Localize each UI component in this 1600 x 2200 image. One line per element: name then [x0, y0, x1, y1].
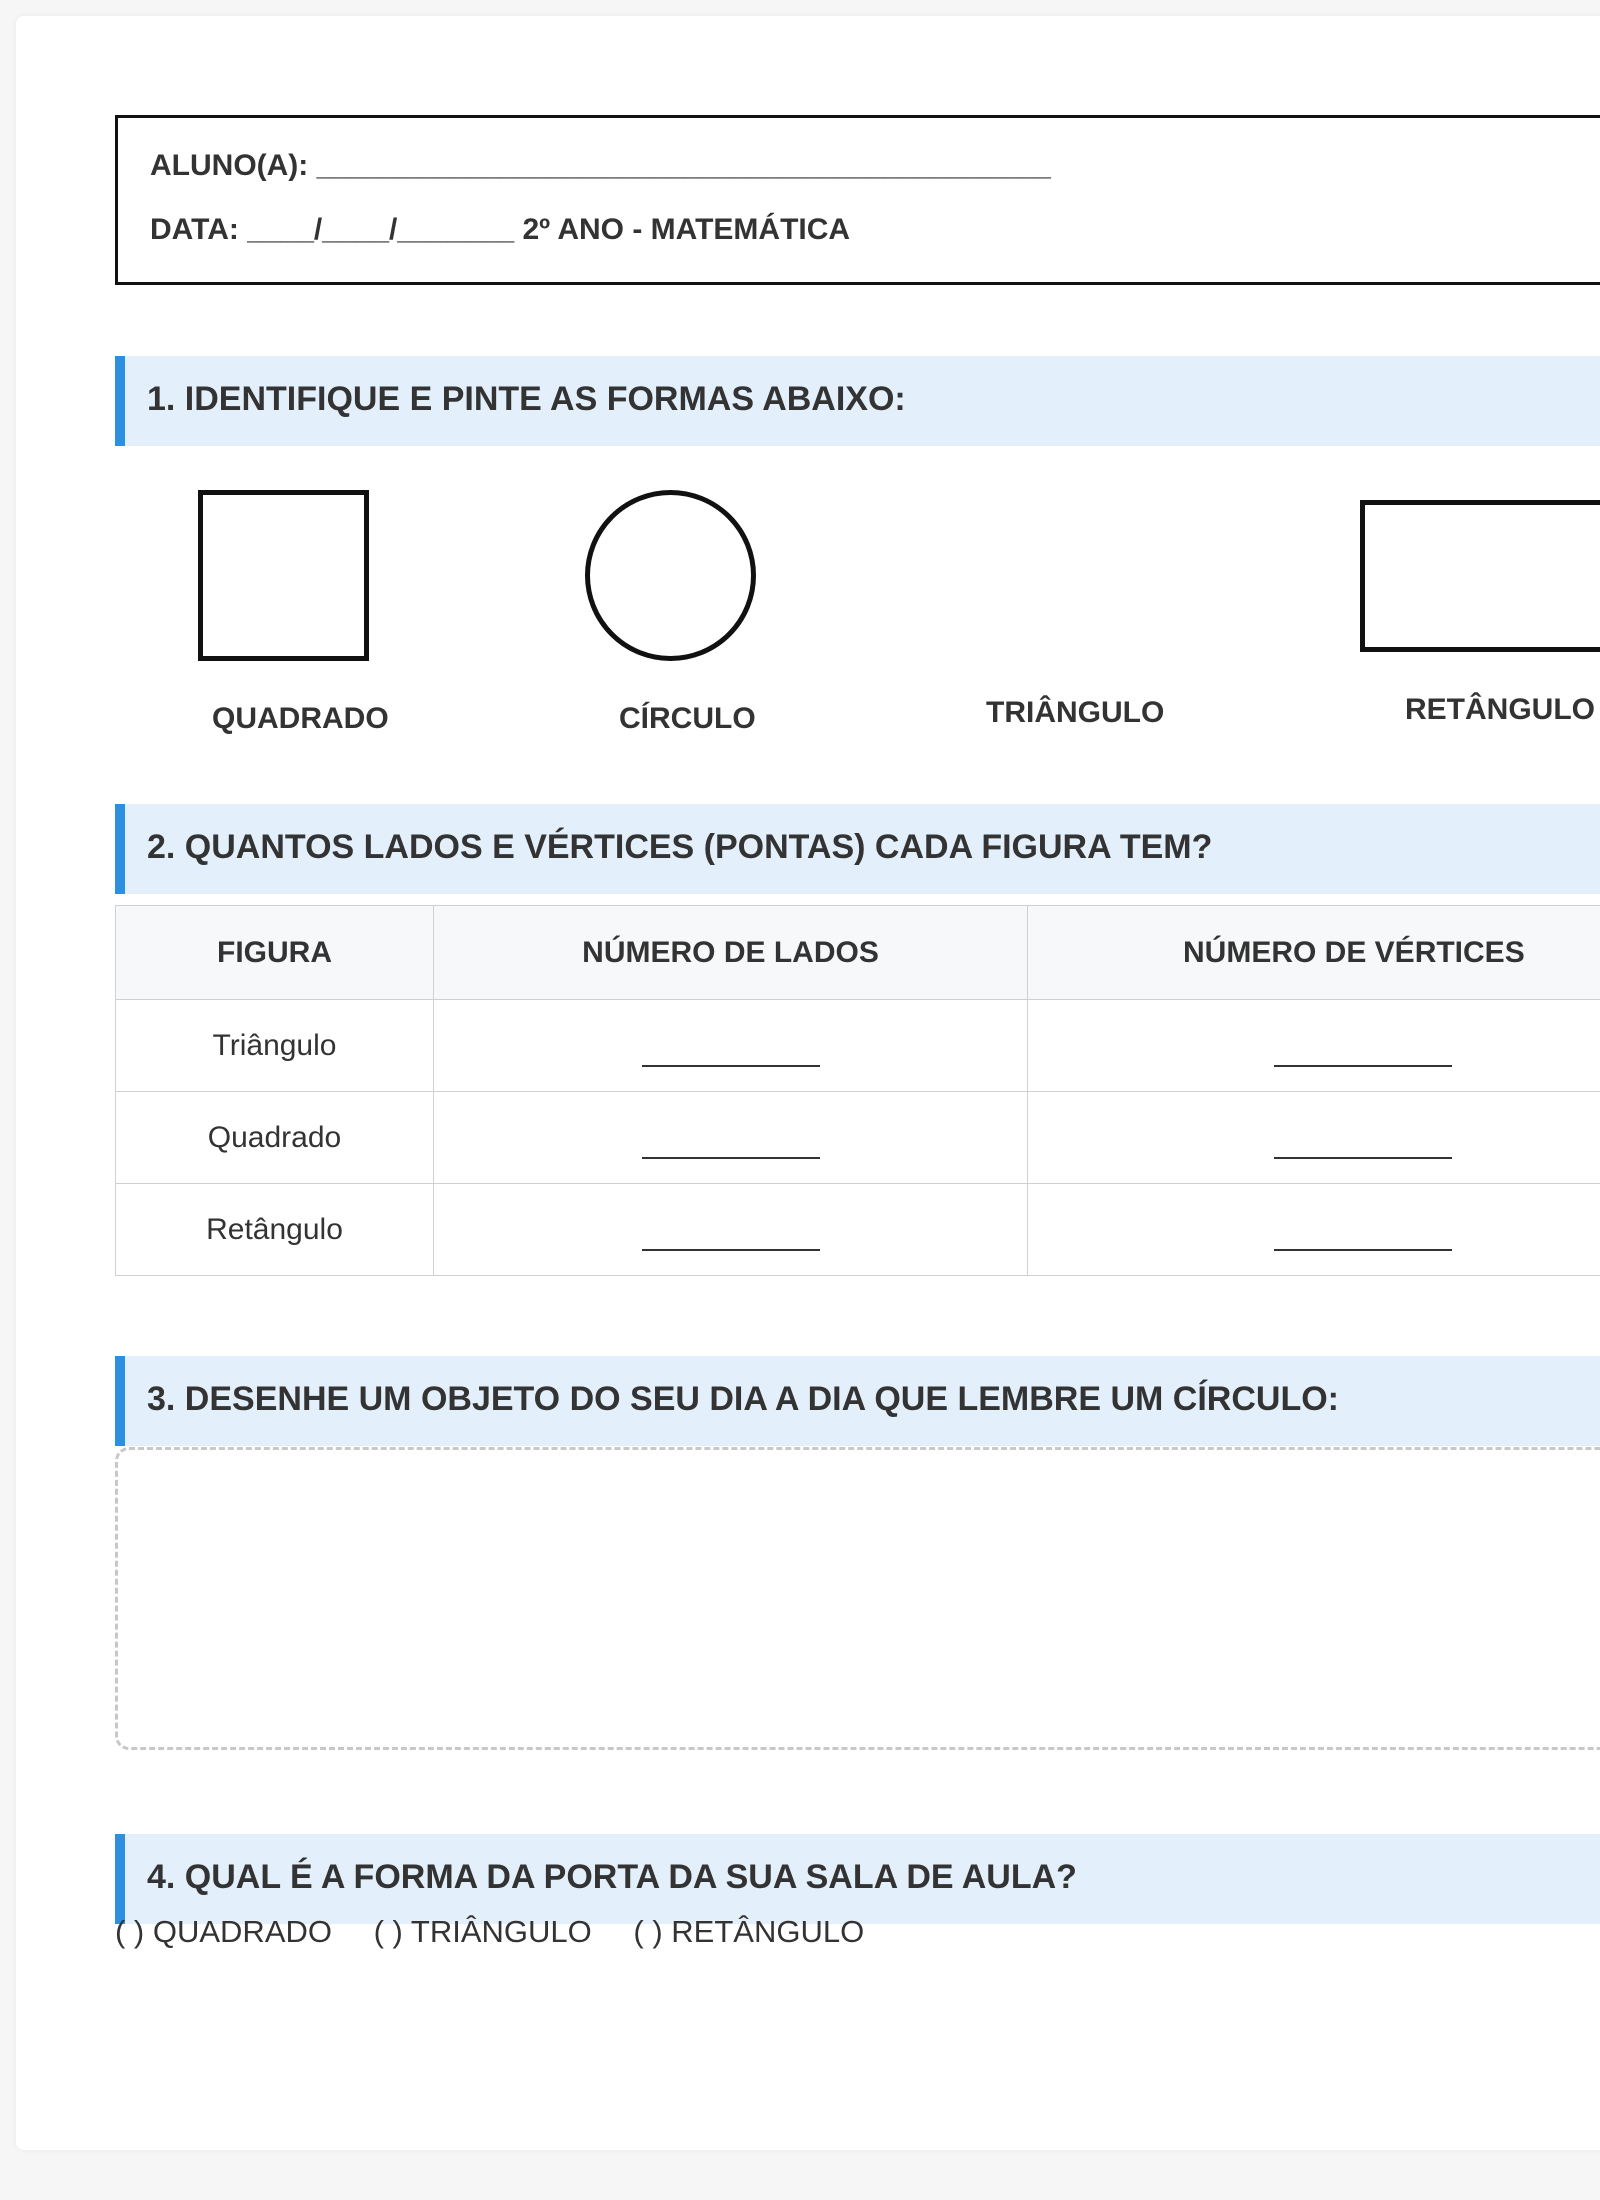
table-header-row: [116, 906, 1600, 1000]
figure-cell: Retângulo: [116, 1184, 434, 1276]
section-1-title-text: 1. IDENTIFIQUE E PINTE AS FORMAS ABAIXO:: [147, 380, 906, 418]
sides-answer-cell[interactable]: [434, 1000, 1028, 1092]
answer-blank: [1274, 1157, 1452, 1159]
section-3-title-text: 3. DESENHE UM OBJETO DO SEU DIA A DIA QUE LEMBRE UM CÍRCULO:: [147, 1380, 1339, 1418]
rectangle-shape: [1360, 500, 1600, 652]
section-3-title: [115, 1356, 1600, 1446]
vertices-answer-cell[interactable]: [1028, 1092, 1600, 1184]
vertices-answer-cell[interactable]: [1028, 1184, 1600, 1276]
section-4-title-text: 4. QUAL É A FORMA DA PORTA DA SUA SALA DE AULA?: [147, 1858, 1077, 1896]
square-shape: [198, 490, 369, 661]
header-sides: NÚMERO DE LADOS: [434, 906, 1028, 1000]
circle-shape: [585, 490, 756, 661]
vertices-answer-cell[interactable]: [1028, 1000, 1600, 1092]
option-square[interactable]: ( ) QUADRADO: [115, 1914, 332, 1949]
date-grade-line: DATA: ____/____/_______ 2º ANO - MATEMÁTICA: [150, 213, 851, 246]
answer-blank: [642, 1249, 820, 1251]
rectangle-label: RETÂNGULO: [1405, 693, 1595, 726]
drawing-area[interactable]: [115, 1447, 1600, 1750]
square-label: QUADRADO: [212, 702, 389, 735]
triangle-label: TRIÂNGULO: [986, 696, 1165, 729]
student-info-box: [115, 115, 1600, 285]
answer-blank: [642, 1065, 820, 1067]
figure-cell: Triângulo: [116, 1000, 434, 1092]
answer-blank: [1274, 1065, 1452, 1067]
door-shape-options: [115, 1914, 897, 1950]
section-4-title: [115, 1834, 1600, 1924]
header-figure: FIGURA: [116, 906, 434, 1000]
table-row: [116, 1092, 1600, 1184]
section-2-title: [115, 804, 1600, 894]
option-triangle[interactable]: ( ) TRIÂNGULO: [373, 1914, 592, 1949]
student-name-line: ALUNO(A): ____________________________________________: [150, 149, 1051, 182]
table-row: [116, 1000, 1600, 1092]
sides-answer-cell[interactable]: [434, 1184, 1028, 1276]
section-1-title: [115, 356, 1600, 446]
figure-cell: Quadrado: [116, 1092, 434, 1184]
section-2-title-text: 2. QUANTOS LADOS E VÉRTICES (PONTAS) CADA FIGURA TEM?: [147, 828, 1213, 866]
option-rectangle[interactable]: ( ) RETÂNGULO: [633, 1914, 865, 1949]
table-row: [116, 1184, 1600, 1276]
header-vertices: NÚMERO DE VÉRTICES: [1028, 906, 1600, 1000]
answer-blank: [642, 1157, 820, 1159]
sides-vertices-table: [115, 905, 1600, 1276]
circle-label: CÍRCULO: [619, 702, 756, 735]
sides-answer-cell[interactable]: [434, 1092, 1028, 1184]
answer-blank: [1274, 1249, 1452, 1251]
